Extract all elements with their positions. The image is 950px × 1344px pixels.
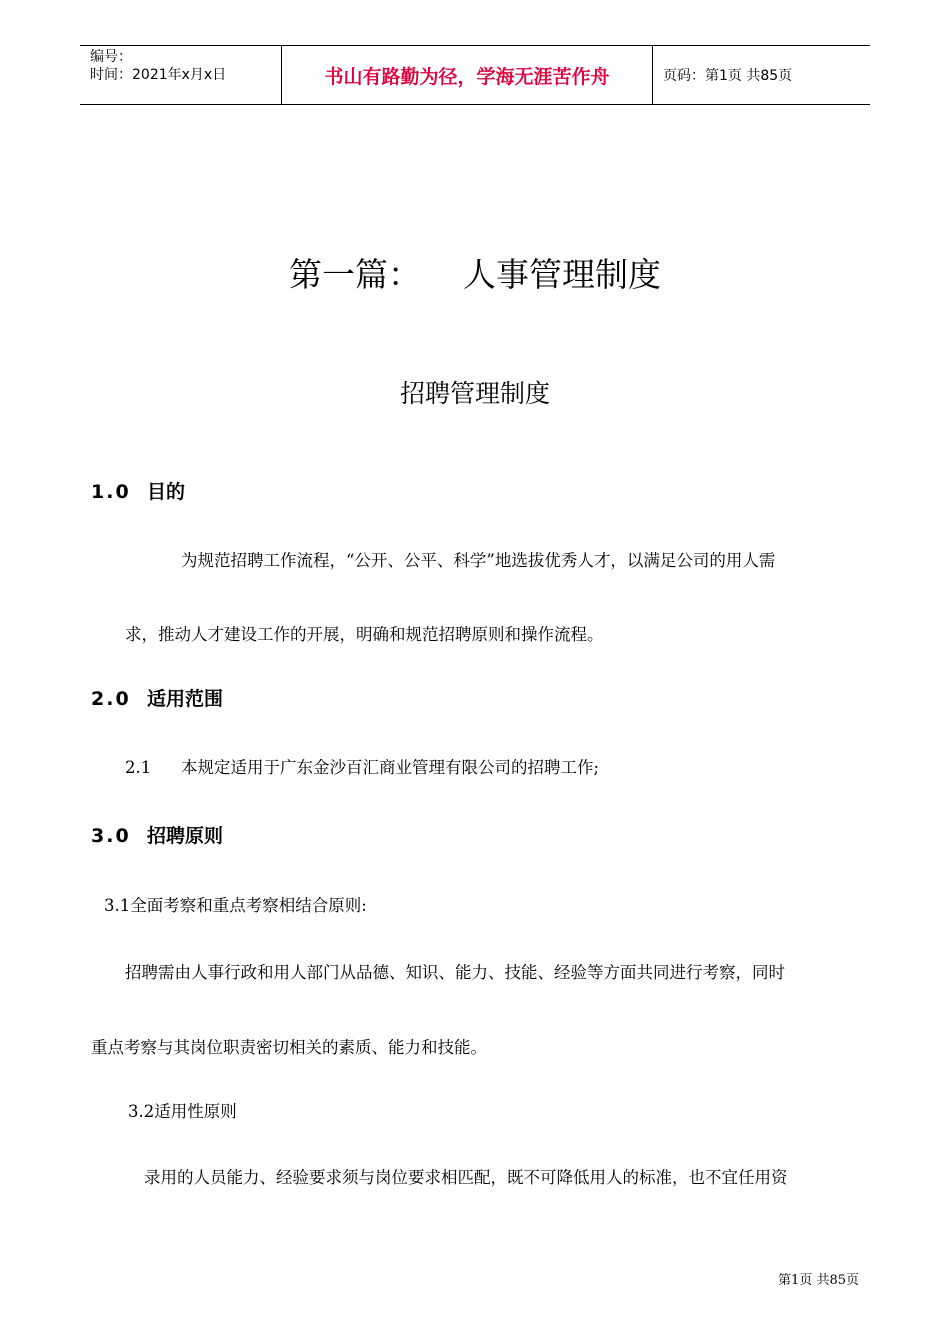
header-number-label: 编号： bbox=[90, 49, 132, 65]
part-title: 第一篇： 人事管理制度 bbox=[289, 255, 661, 294]
section-3-title: 招聘原则 bbox=[147, 825, 224, 847]
section-2-heading bbox=[91, 686, 223, 712]
section-1-paragraph-line-1: 为规范招聘工作流程，“公开、公平、科学”地选拔优秀人才，以满足公司的用人需 bbox=[181, 551, 776, 570]
section-2-number: 2.0 bbox=[91, 688, 131, 710]
subsection-3-2-heading: 3.2适用性原则 bbox=[128, 1102, 237, 1121]
page-footer-number: 第1页 共85页 bbox=[778, 1273, 859, 1288]
section-1-title: 目的 bbox=[147, 481, 186, 503]
page-header bbox=[80, 45, 870, 105]
header-motto: 书山有路勤为径，学海无涯苦作舟 bbox=[281, 46, 653, 104]
section-2-item-number: 2.1 bbox=[125, 758, 152, 777]
subsection-3-1-line-1: 招聘需由人事行政和用人部门从品德、知识、能力、技能、经验等方面共同进行考察，同时 bbox=[125, 963, 785, 982]
subsection-3-1-heading: 3.1全面考察和重点考察相结合原则: bbox=[104, 896, 367, 915]
section-1-paragraph-line-2: 求，推动人才建设工作的开展，明确和规范招聘原则和操作流程。 bbox=[125, 625, 604, 644]
section-3-number: 3.0 bbox=[91, 825, 131, 847]
section-2-item-text: 本规定适用于广东金沙百汇商业管理有限公司的招聘工作; bbox=[181, 758, 600, 777]
section-3-heading bbox=[91, 823, 223, 849]
subsection-3-1-line-2: 重点考察与其岗位职责密切相关的素质、能力和技能。 bbox=[91, 1038, 487, 1057]
section-1-heading bbox=[91, 479, 185, 505]
header-date-label: 时间：2021年x月x日 bbox=[90, 67, 227, 83]
subsection-3-2-line-1: 录用的人员能力、经验要求须与岗位要求相匹配，既不可降低用人的标准，也不宜任用资 bbox=[144, 1168, 788, 1187]
section-2-title: 适用范围 bbox=[147, 688, 224, 710]
header-info-cell bbox=[80, 46, 281, 104]
section-1-number: 1.0 bbox=[91, 481, 131, 503]
header-page-label: 页码：第1页 共85页 bbox=[663, 68, 793, 84]
document-subtitle: 招聘管理制度 bbox=[399, 379, 550, 408]
